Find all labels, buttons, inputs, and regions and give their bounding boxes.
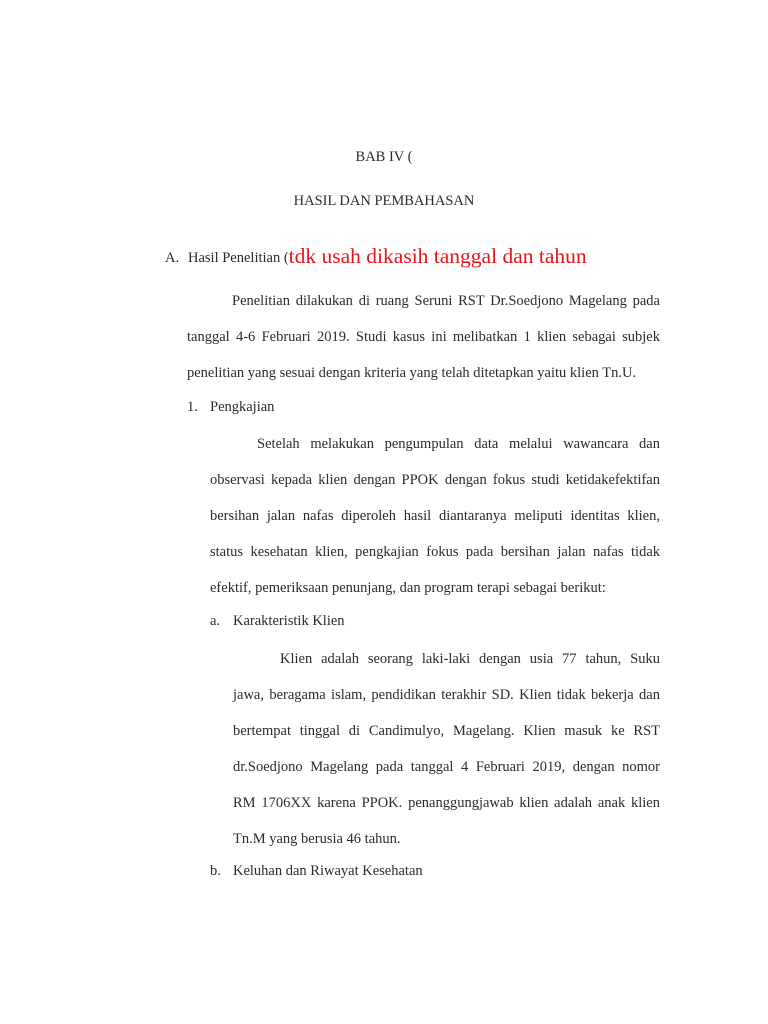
paragraph-line: penelitian yang sesuai dengan kriteria yang telah ditetapkan yaitu klien Tn.U. (187, 365, 637, 381)
chapter-heading: BAB IV ( (355, 149, 413, 165)
subsection-1-marker: 1. (187, 399, 198, 415)
paragraph-line: Klien adalah seorang laki-laki dengan usia 77 tahun, Suku (280, 651, 660, 667)
paragraph-line: Setelah melakukan pengumpulan data melalui wawancara dan (257, 436, 660, 452)
paragraph-line: jawa, beragama islam, pendidikan terakhir SD. Klien tidak bekerja dan (233, 687, 660, 703)
paragraph-line: bersihan jalan nafas diperoleh hasil diantaranya meliputi identitas klien, (210, 508, 660, 524)
subsection-a-heading (210, 613, 345, 630)
subsection-1-heading (187, 399, 274, 416)
subsection-b-marker: b. (210, 863, 221, 879)
section-a-heading (165, 244, 587, 269)
paragraph-line: efektif, pemeriksaan penunjang, dan program terapi sebagai berikut: (210, 580, 606, 596)
subsection-b-heading (210, 863, 423, 880)
paragraph-line: RM 1706XX karena PPOK. penanggungjawab klien adalah anak klien (233, 795, 660, 811)
paragraph-line: status kesehatan klien, pengkajian fokus pada bersihan jalan nafas tidak (210, 544, 660, 560)
paragraph-line: dr.Soedjono Magelang pada tanggal 4 Februari 2019, dengan nomor (233, 759, 660, 775)
subsection-a-title: Karakteristik Klien (233, 613, 345, 629)
paragraph-assessment (210, 426, 660, 606)
paragraph-client-characteristics (233, 641, 660, 857)
paragraph-line: Tn.M yang berusia 46 tahun. (233, 831, 401, 847)
subsection-b-title: Keluhan dan Riwayat Kesehatan (233, 863, 423, 879)
red-annotation-note: tdk usah dikasih tanggal dan tahun (288, 244, 587, 268)
paragraph-research-location (187, 283, 660, 391)
paragraph-line: observasi kepada klien dengan PPOK dengan fokus studi ketidakefektifan (210, 472, 660, 488)
subsection-a-marker: a. (210, 613, 221, 629)
section-a-marker: A. (165, 250, 180, 266)
subsection-1-title: Pengkajian (210, 399, 275, 415)
paragraph-line: bertempat tinggal di Candimulyo, Magelang. Klien masuk ke RST (233, 723, 660, 739)
paragraph-line: Penelitian dilakukan di ruang Seruni RST Dr.Soedjono Magelang pada (232, 293, 660, 309)
paragraph-line: tanggal 4-6 Februari 2019. Studi kasus ini melibatkan 1 klien sebagai subjek (187, 329, 660, 345)
section-a-title: Hasil Penelitian ( (188, 250, 289, 266)
chapter-title: HASIL DAN PEMBAHASAN (293, 193, 475, 209)
